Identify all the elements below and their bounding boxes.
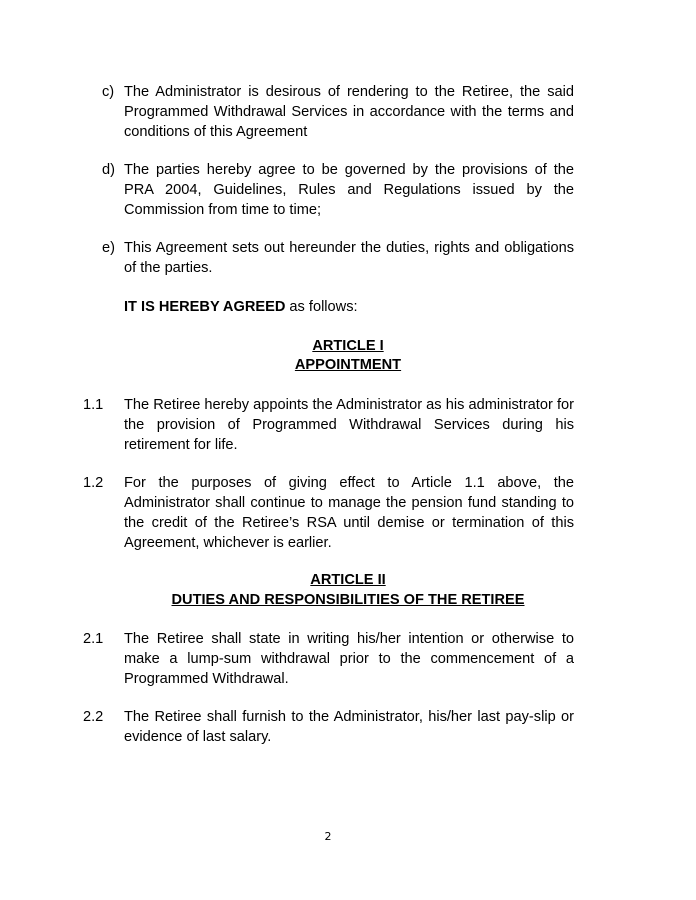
article1-title: ARTICLE I — [312, 338, 384, 354]
clause-1-1-label: 1.1 — [83, 397, 104, 413]
clause-2-2-label: 2.2 — [83, 709, 104, 725]
article2-subtitle: DUTIES AND RESPONSIBILITIES OF THE RETIREE — [171, 592, 525, 608]
clause-d-label: d) — [102, 162, 115, 178]
agreement-intro — [124, 297, 574, 317]
clause-2-1-label: 2.1 — [83, 631, 104, 647]
clause-2-1-text: The Retiree shall state in writing his/her intention or otherwise to make a lump-sum withdrawal prior to the commencement of a Programmed Withdrawal. — [124, 631, 574, 687]
clause-1-1-text: The Retiree hereby appoints the Administrator as his administrator for the provision of Programmed Withdrawal Services during his retirement for life. — [124, 397, 574, 453]
article2-title: ARTICLE II — [310, 572, 386, 588]
clause-c-label: c) — [102, 84, 115, 100]
clause-e-label: e) — [102, 240, 115, 256]
clause-c-text: The Administrator is desirous of rendering to the Retiree, the said Programmed Withdrawal Services in accordance with the terms and conditions of this Agreement — [124, 84, 574, 140]
agreement-intro-bold: IT IS HEREBY AGREED — [124, 299, 286, 315]
clause-e-text: This Agreement sets out hereunder the duties, rights and obligations of the parties. — [124, 240, 574, 276]
clause-1-2-label: 1.2 — [83, 475, 104, 491]
page-number: 2 — [324, 830, 332, 843]
clause-d-text: The parties hereby agree to be governed by the provisions of the PRA 2004, Guidelines, Rules and Regulations issued by the Commission from time to time; — [124, 162, 574, 218]
clause-1-2-text: For the purposes of giving effect to Article 1.1 above, the Administrator shall continue to manage the pension fund standing to the credit of the Retiree’s RSA until demise or termination of this Agreement, whichever is earlier. — [124, 475, 574, 551]
clause-2-2-text: The Retiree shall furnish to the Administrator, his/her last pay-slip or evidence of last salary. — [124, 709, 574, 745]
agreement-intro-rest: as follows: — [285, 299, 358, 315]
article1-subtitle: APPOINTMENT — [294, 357, 402, 373]
